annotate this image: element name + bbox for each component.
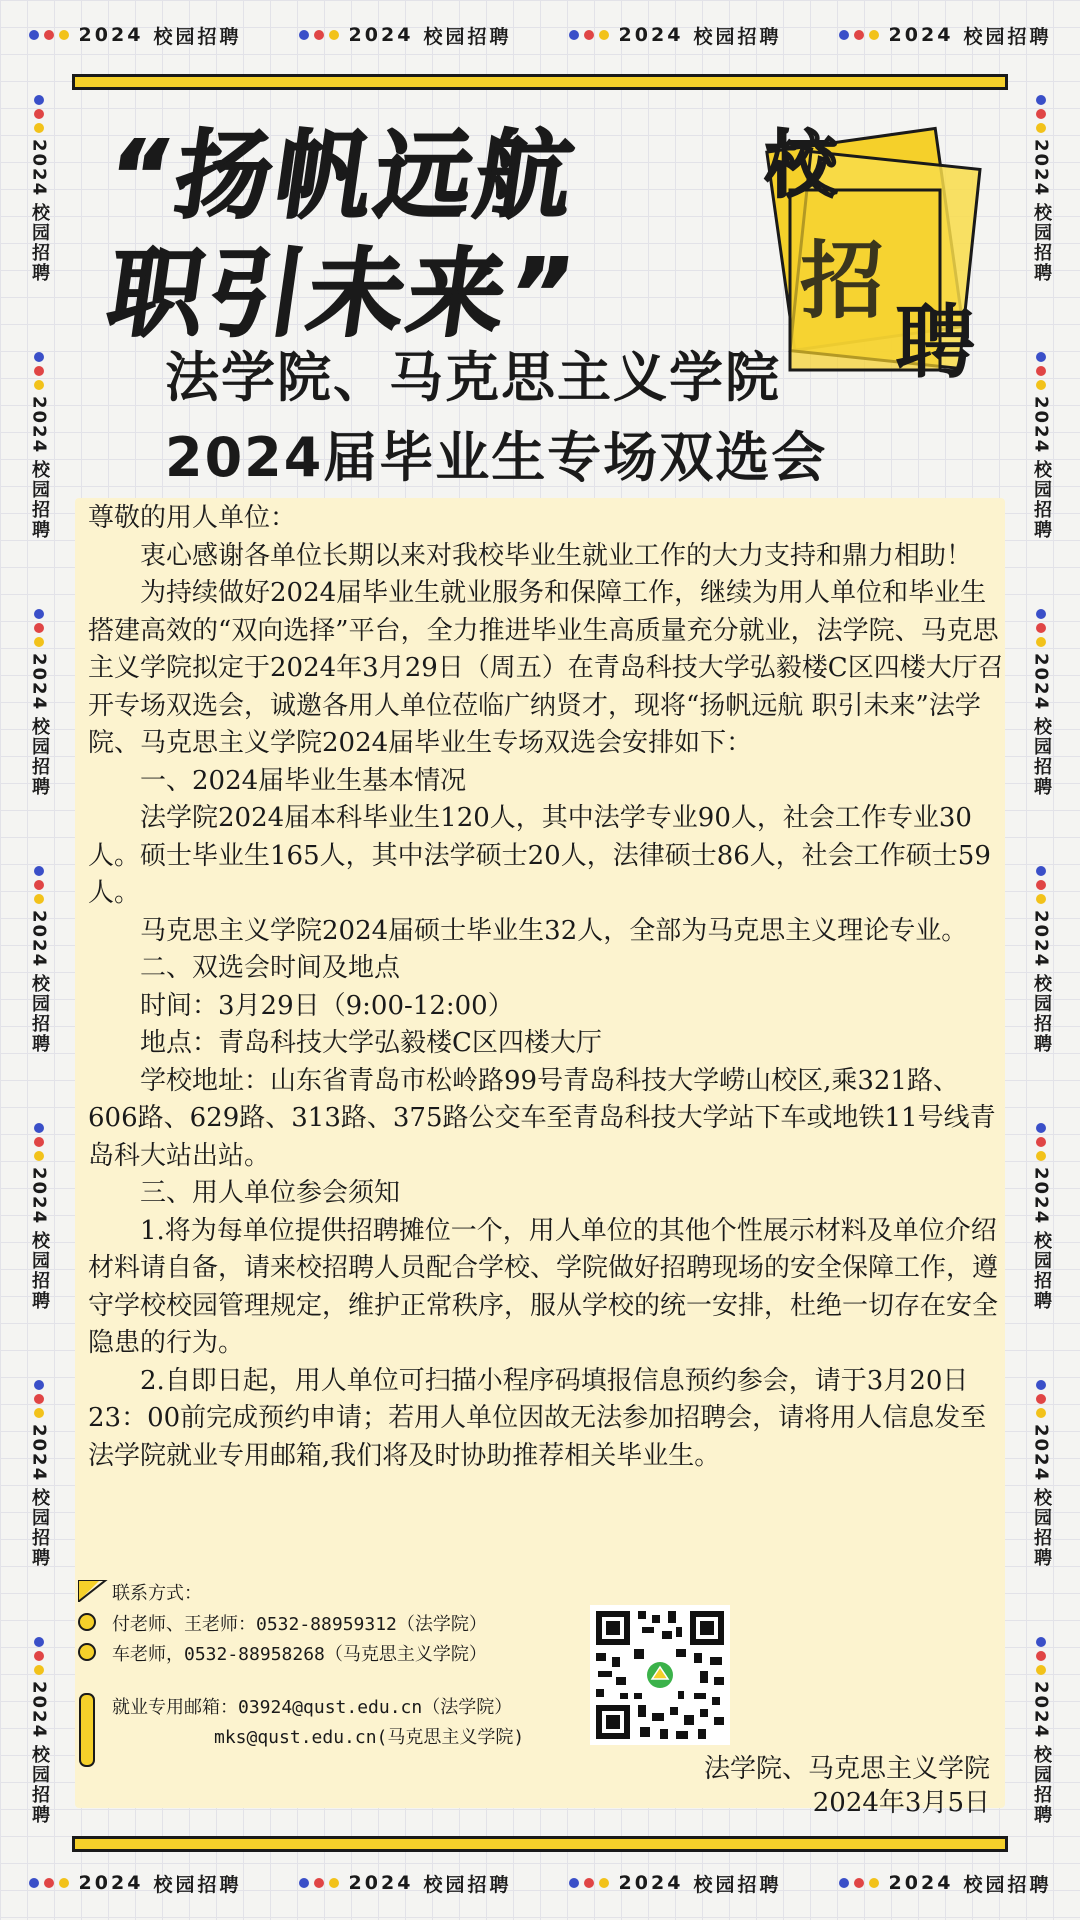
strip-year: 2024 [618,24,684,46]
bottom-yellow-bar [72,1836,1008,1852]
strip-year: 2024 [28,138,50,197]
strip-label: 校园招聘 [1031,974,1052,1055]
strip-unit [26,1637,52,1825]
strip-unit [26,1123,52,1311]
yellow-pill-decoration [79,1693,95,1767]
signature-date: 2024年3月5日 [812,1788,990,1818]
strip-label: 校园招聘 [29,716,50,797]
strip-label: 校园招聘 [423,25,512,48]
strip-label: 校园招聘 [29,459,50,540]
strip-label: 校园招聘 [693,1873,782,1896]
strip-year: 2024 [1030,1681,1052,1740]
strip-label: 校园招聘 [153,25,242,48]
strip-label: 校园招聘 [29,1488,50,1569]
strip-unit [26,866,52,1054]
strip-year: 2024 [1030,909,1052,969]
strip-unit [1028,1123,1054,1311]
dots-icon [29,30,69,40]
contact-email-law: 就业专用邮箱：03924@qust.edu.cn（法学院） [112,1697,513,1718]
strip-year: 2024 [28,1424,50,1483]
corner-triangle-outline [78,1580,108,1602]
strip-label: 校园招聘 [29,974,50,1055]
strip-year: 2024 [28,1681,50,1740]
strip-year: 2024 [348,1872,414,1894]
dots-icon [1036,95,1046,133]
strip-label: 校园招聘 [963,25,1052,48]
strip-year: 2024 [888,24,954,46]
left-edge-strip [22,60,56,1860]
dots-icon [34,1380,44,1418]
strip-label: 校园招聘 [1031,716,1052,797]
letter-salutation: 尊敬的用人单位： [88,503,297,533]
dots-icon [34,866,44,904]
dots-icon [839,30,879,40]
deco-char-pin: 聘 [895,296,975,389]
letter-paragraph: 法学院2024届本科毕业生120人，其中法学专业90人，社会工作专业30人。硕士毕业生165人，其中法学硕士20人，法律硕士86人，社会工作硕士59人。 [88,803,991,908]
strip-year: 2024 [28,395,50,454]
section-heading-1: 一、2024届毕业生基本情况 [140,765,467,796]
recruitment-deco-graphic [760,110,1000,400]
notice-item-2: 2.自即日起，用人单位可扫描小程序码填报信息预约参会，请于3月20日23：00前完成预约申请；若用人单位因故无法参加招聘会，请将用人信息发至法学院就业专用邮箱,我们将及时协助推荐相关毕业生。 [88,1365,987,1471]
deco-char-xiao: 校 [765,123,838,207]
signature-org: 法学院、马克思主义学院 [703,1754,990,1784]
top-edge-strip [0,18,1080,52]
dots-icon [1036,866,1046,904]
strip-unit [839,22,1052,49]
contact-phone-marxism: 车老师，0532-88958268（马克思主义学院） [112,1644,487,1665]
strip-label: 校园招聘 [153,1873,242,1896]
strip-unit [569,1870,782,1897]
dots-icon [569,30,609,40]
dots-icon [34,352,44,390]
dots-icon [34,95,44,133]
bullet-dot-icon [78,1643,96,1661]
notice-item-1: 1.将为每单位提供招聘摊位一个，用人单位的其他个性展示材料及单位介绍材料请自备，请来校招聘人员配合学校、学院做好招聘现场的安全保障工作，遵守学校校园管理规定，维护正常秩序，服从学校的统一安排，杜绝一切存在安全隐患的行为。 [88,1215,999,1358]
title-line-1: 法学院、马克思主义学院 [165,346,781,409]
strip-year: 2024 [618,1872,684,1894]
deco-char-zhao: 招 [800,232,885,330]
strip-unit [299,22,512,49]
strip-label: 校园招聘 [693,25,782,48]
section-heading-2: 二、双选会时间及地点 [140,953,401,983]
contact-phone-law: 付老师、王老师：0532-88959312（法学院） [112,1614,487,1635]
strip-year: 2024 [888,1872,954,1894]
slogan-line-1: “扬帆远航 [101,120,584,232]
dots-icon [34,609,44,647]
contact-heading: 联系方式： [112,1583,202,1604]
strip-unit [1028,95,1054,283]
strip-unit [26,1380,52,1568]
strip-label: 校园招聘 [1031,459,1052,540]
strip-unit [1028,609,1054,797]
strip-label: 校园招聘 [1031,1488,1052,1569]
strip-unit [569,22,782,49]
strip-unit [1028,866,1054,1054]
strip-year: 2024 [1030,1424,1052,1483]
contact-email-marxism: mks@qust.edu.cn(马克思主义学院) [214,1727,525,1748]
strip-year: 2024 [78,24,144,46]
bullet-dot-icon [78,1613,96,1631]
strip-unit [26,352,52,540]
miniprogram-qr-code[interactable] [590,1605,730,1745]
dots-icon [569,1878,609,1888]
strip-year: 2024 [78,1872,144,1894]
strip-unit [26,609,52,797]
strip-label: 校园招聘 [29,1745,50,1826]
event-place: 地点：青岛科技大学弘毅楼C区四楼大厅 [140,1028,602,1058]
strip-unit [26,95,52,283]
dots-icon [34,1123,44,1161]
title-line-2: 2024届毕业生专场双选会 [165,426,828,489]
letter-paragraph: 马克思主义学院2024届硕士毕业生32人，全部为马克思主义理论专业。 [140,915,968,946]
strip-year: 2024 [1030,1167,1052,1226]
strip-label: 校园招聘 [1031,1231,1052,1312]
top-yellow-bar [72,74,1008,90]
letter-body [88,500,1008,1475]
letter-paragraph: 衷心感谢各单位长期以来对我校毕业生就业工作的大力支持和鼎力相助！ [140,540,973,571]
strip-unit [29,1870,242,1897]
strip-year: 2024 [28,1167,50,1226]
dots-icon [839,1878,879,1888]
strip-label: 校园招聘 [423,1873,512,1896]
strip-label: 校园招聘 [1031,202,1052,283]
strip-label: 校园招聘 [1031,1745,1052,1826]
strip-unit [299,1870,512,1897]
dots-icon [34,1637,44,1675]
strip-unit [1028,1380,1054,1568]
dots-icon [29,1878,69,1888]
slogan-line-2: 职引未来” [101,238,584,350]
strip-year: 2024 [1030,395,1052,454]
strip-year: 2024 [1030,652,1052,711]
right-edge-strip [1024,60,1058,1860]
section-heading-3: 三、用人单位参会须知 [140,1178,401,1208]
dots-icon [299,1878,339,1888]
dots-icon [299,30,339,40]
strip-label: 校园招聘 [963,1873,1052,1896]
dots-icon [1036,1380,1046,1418]
school-address: 学校地址：山东省青岛市松岭路99号青岛科技大学崂山校区,乘321路、606路、629路、313路、375路公交车至青岛科技大学站下车或地铁11号线青岛科大站出站。 [88,1065,996,1171]
strip-year: 2024 [28,652,50,711]
strip-label: 校园招聘 [29,1231,50,1312]
strip-year: 2024 [348,24,414,46]
strip-unit [839,1870,1052,1897]
strip-label: 校园招聘 [29,202,50,283]
dots-icon [1036,352,1046,390]
strip-unit [29,22,242,49]
letter-paragraph: 为持续做好2024届毕业生就业服务和保障工作，继续为用人单位和毕业生搭建高效的“双向选择”平台，全力推进毕业生高质量充分就业，法学院、马克思主义学院拟定于2024年3月29日（周五）在青岛科技大学弘毅楼C区四楼大厅召开专场双选会，诚邀各用人单位莅临广纳贤才，现将“扬帆远航 职引未来”法学院、马克思主义学院2024届毕业生专场双选会安排如下： [88,578,1004,758]
strip-year: 2024 [1030,138,1052,197]
bottom-edge-strip [0,1866,1080,1900]
dots-icon [1036,609,1046,647]
strip-unit [1028,1637,1054,1825]
strip-year: 2024 [28,909,50,969]
dots-icon [1036,1123,1046,1161]
event-time: 时间：3月29日（9:00-12:00） [140,990,514,1021]
strip-unit [1028,352,1054,540]
dots-icon [1036,1637,1046,1675]
